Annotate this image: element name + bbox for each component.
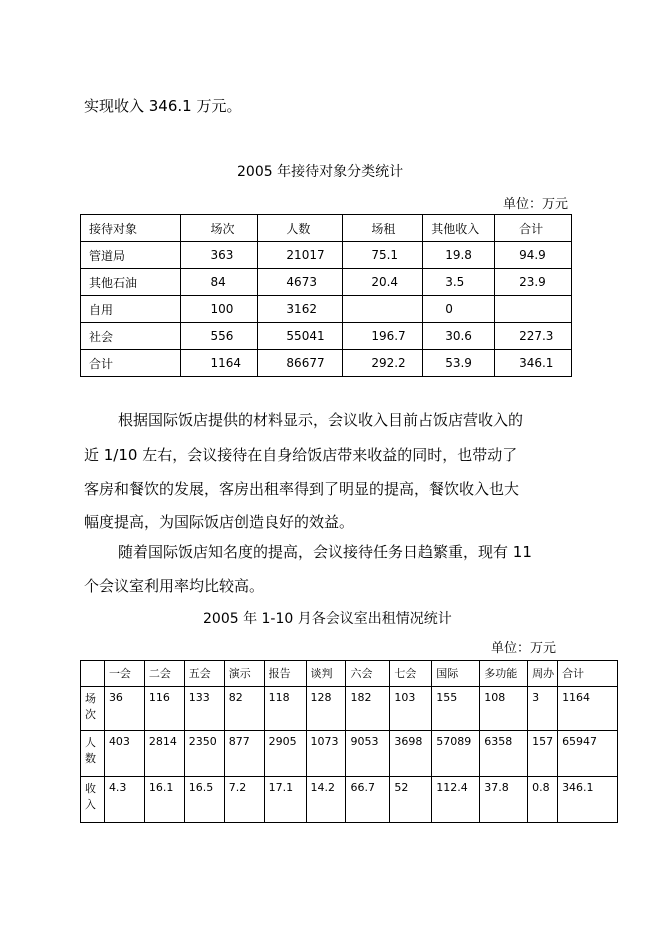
table-row xyxy=(81,269,572,296)
table-cell: 3 xyxy=(528,687,558,731)
table-cell: 82 xyxy=(224,687,264,731)
table-cell: 877 xyxy=(224,731,264,777)
table-cell: 1164 xyxy=(180,350,258,377)
table2 xyxy=(80,660,618,823)
paragraph1-line: 幅度提高，为国际饭店创造良好的效益。 xyxy=(84,513,355,531)
row-label-char: 次 xyxy=(85,708,96,721)
table-cell: 14.2 xyxy=(306,777,346,823)
table-cell: 116 xyxy=(144,687,184,731)
row-label-char: 数 xyxy=(85,752,96,765)
table-cell: 103 xyxy=(390,687,432,731)
table-cell: 108 xyxy=(480,687,528,731)
table-cell: 自用 xyxy=(81,296,181,323)
row-label-char: 入 xyxy=(85,798,96,811)
table1 xyxy=(80,214,572,377)
table-cell: 196.7 xyxy=(343,323,423,350)
table-cell: 9053 xyxy=(346,731,390,777)
table2-header: 合计 xyxy=(558,661,618,687)
table-cell: 23.9 xyxy=(495,269,572,296)
table-cell: 75.1 xyxy=(343,242,423,269)
paragraph1-line: 根据国际饭店提供的材料显示，会议收入目前占饭店营收入的 xyxy=(118,411,524,429)
table1-header: 其他收入 xyxy=(423,215,495,242)
table2-header: 六会 xyxy=(346,661,390,687)
table2-header: 一会 xyxy=(104,661,144,687)
table2-header: 演示 xyxy=(224,661,264,687)
table2-header: 多功能 xyxy=(480,661,528,687)
table-cell: 社会 xyxy=(81,323,181,350)
table-cell: 37.8 xyxy=(480,777,528,823)
table-row xyxy=(81,777,618,823)
table-cell: 3.5 xyxy=(423,269,495,296)
table-cell: 52 xyxy=(390,777,432,823)
table2-header: 五会 xyxy=(184,661,224,687)
table-cell: 118 xyxy=(264,687,306,731)
table-cell: 4.3 xyxy=(104,777,144,823)
table-cell: 0.8 xyxy=(528,777,558,823)
table-cell: 133 xyxy=(184,687,224,731)
table-cell: 66.7 xyxy=(346,777,390,823)
table-cell: 2814 xyxy=(144,731,184,777)
table2-header: 谈判 xyxy=(306,661,346,687)
table1-header: 合计 xyxy=(495,215,572,242)
table1-title: 2005 年接待对象分类统计 xyxy=(237,164,404,180)
table-cell: 182 xyxy=(346,687,390,731)
paragraph1-line: 近 1/10 左右，会议接待在自身给饭店带来收益的同时，也带动了 xyxy=(84,446,518,464)
table-cell: 157 xyxy=(528,731,558,777)
row-label-char: 场 xyxy=(85,692,96,705)
table-row xyxy=(81,296,572,323)
table-cell: 19.8 xyxy=(423,242,495,269)
table-cell: 100 xyxy=(180,296,258,323)
table-cell: 94.9 xyxy=(495,242,572,269)
table-cell: 21017 xyxy=(258,242,343,269)
table-cell: 128 xyxy=(306,687,346,731)
table-cell: 1073 xyxy=(306,731,346,777)
table-cell: 3162 xyxy=(258,296,343,323)
table2-header: 报告 xyxy=(264,661,306,687)
table2-header: 周办 xyxy=(528,661,558,687)
table2-title: 2005 年 1-10 月各会议室出租情况统计 xyxy=(203,611,452,627)
row-label xyxy=(81,777,105,823)
table-cell: 36 xyxy=(104,687,144,731)
table-cell: 1164 xyxy=(558,687,618,731)
table-cell: 合计 xyxy=(81,350,181,377)
table-cell: 6358 xyxy=(480,731,528,777)
table-cell: 2350 xyxy=(184,731,224,777)
table-cell: 227.3 xyxy=(495,323,572,350)
table-cell: 其他石油 xyxy=(81,269,181,296)
table2-header: 国际 xyxy=(432,661,480,687)
row-label xyxy=(81,731,105,777)
table-cell: 16.5 xyxy=(184,777,224,823)
table1-unit: 单位：万元 xyxy=(503,197,569,212)
table-row xyxy=(81,242,572,269)
table1-header: 场租 xyxy=(343,215,423,242)
paragraph1-line: 客房和餐饮的发展，客房出租率得到了明显的提高，餐饮收入也大 xyxy=(84,480,520,498)
table-cell: 16.1 xyxy=(144,777,184,823)
paragraph2-line: 个会议室利用率均比较高。 xyxy=(84,577,265,595)
table-cell: 403 xyxy=(104,731,144,777)
intro-line: 实现收入 346.1 万元。 xyxy=(84,97,242,115)
table-cell: 84 xyxy=(180,269,258,296)
table-cell: 3698 xyxy=(390,731,432,777)
table-cell: 2905 xyxy=(264,731,306,777)
table-cell: 86677 xyxy=(258,350,343,377)
table-cell: 53.9 xyxy=(423,350,495,377)
table2-header: 七会 xyxy=(390,661,432,687)
row-label-char: 人 xyxy=(85,736,96,749)
table-row xyxy=(81,687,618,731)
table-cell: 112.4 xyxy=(432,777,480,823)
table-row xyxy=(81,731,618,777)
table-cell: 292.2 xyxy=(343,350,423,377)
table-cell xyxy=(495,296,572,323)
table-cell: 346.1 xyxy=(495,350,572,377)
table-cell: 57089 xyxy=(432,731,480,777)
table-cell: 55041 xyxy=(258,323,343,350)
table-cell: 363 xyxy=(180,242,258,269)
table1-header: 场次 xyxy=(180,215,258,242)
table-cell: 7.2 xyxy=(224,777,264,823)
row-label-char: 收 xyxy=(85,782,96,795)
table-row xyxy=(81,350,572,377)
table2-header xyxy=(81,661,105,687)
table-cell: 20.4 xyxy=(343,269,423,296)
table-cell xyxy=(343,296,423,323)
table1-header: 接待对象 xyxy=(81,215,181,242)
row-label xyxy=(81,687,105,731)
paragraph2-line: 随着国际饭店知名度的提高，会议接待任务日趋繁重，现有 11 xyxy=(118,543,532,561)
table2-unit: 单位：万元 xyxy=(491,641,557,656)
table-cell: 4673 xyxy=(258,269,343,296)
table-row xyxy=(81,323,572,350)
table-cell: 30.6 xyxy=(423,323,495,350)
table-cell: 65947 xyxy=(558,731,618,777)
table1-header-row xyxy=(81,215,572,242)
table2-header-row xyxy=(81,661,618,687)
table-cell: 155 xyxy=(432,687,480,731)
table-cell: 0 xyxy=(423,296,495,323)
table-cell: 17.1 xyxy=(264,777,306,823)
table-cell: 556 xyxy=(180,323,258,350)
table1-header: 人数 xyxy=(258,215,343,242)
table2-header: 二会 xyxy=(144,661,184,687)
table-cell: 管道局 xyxy=(81,242,181,269)
table-cell: 346.1 xyxy=(558,777,618,823)
